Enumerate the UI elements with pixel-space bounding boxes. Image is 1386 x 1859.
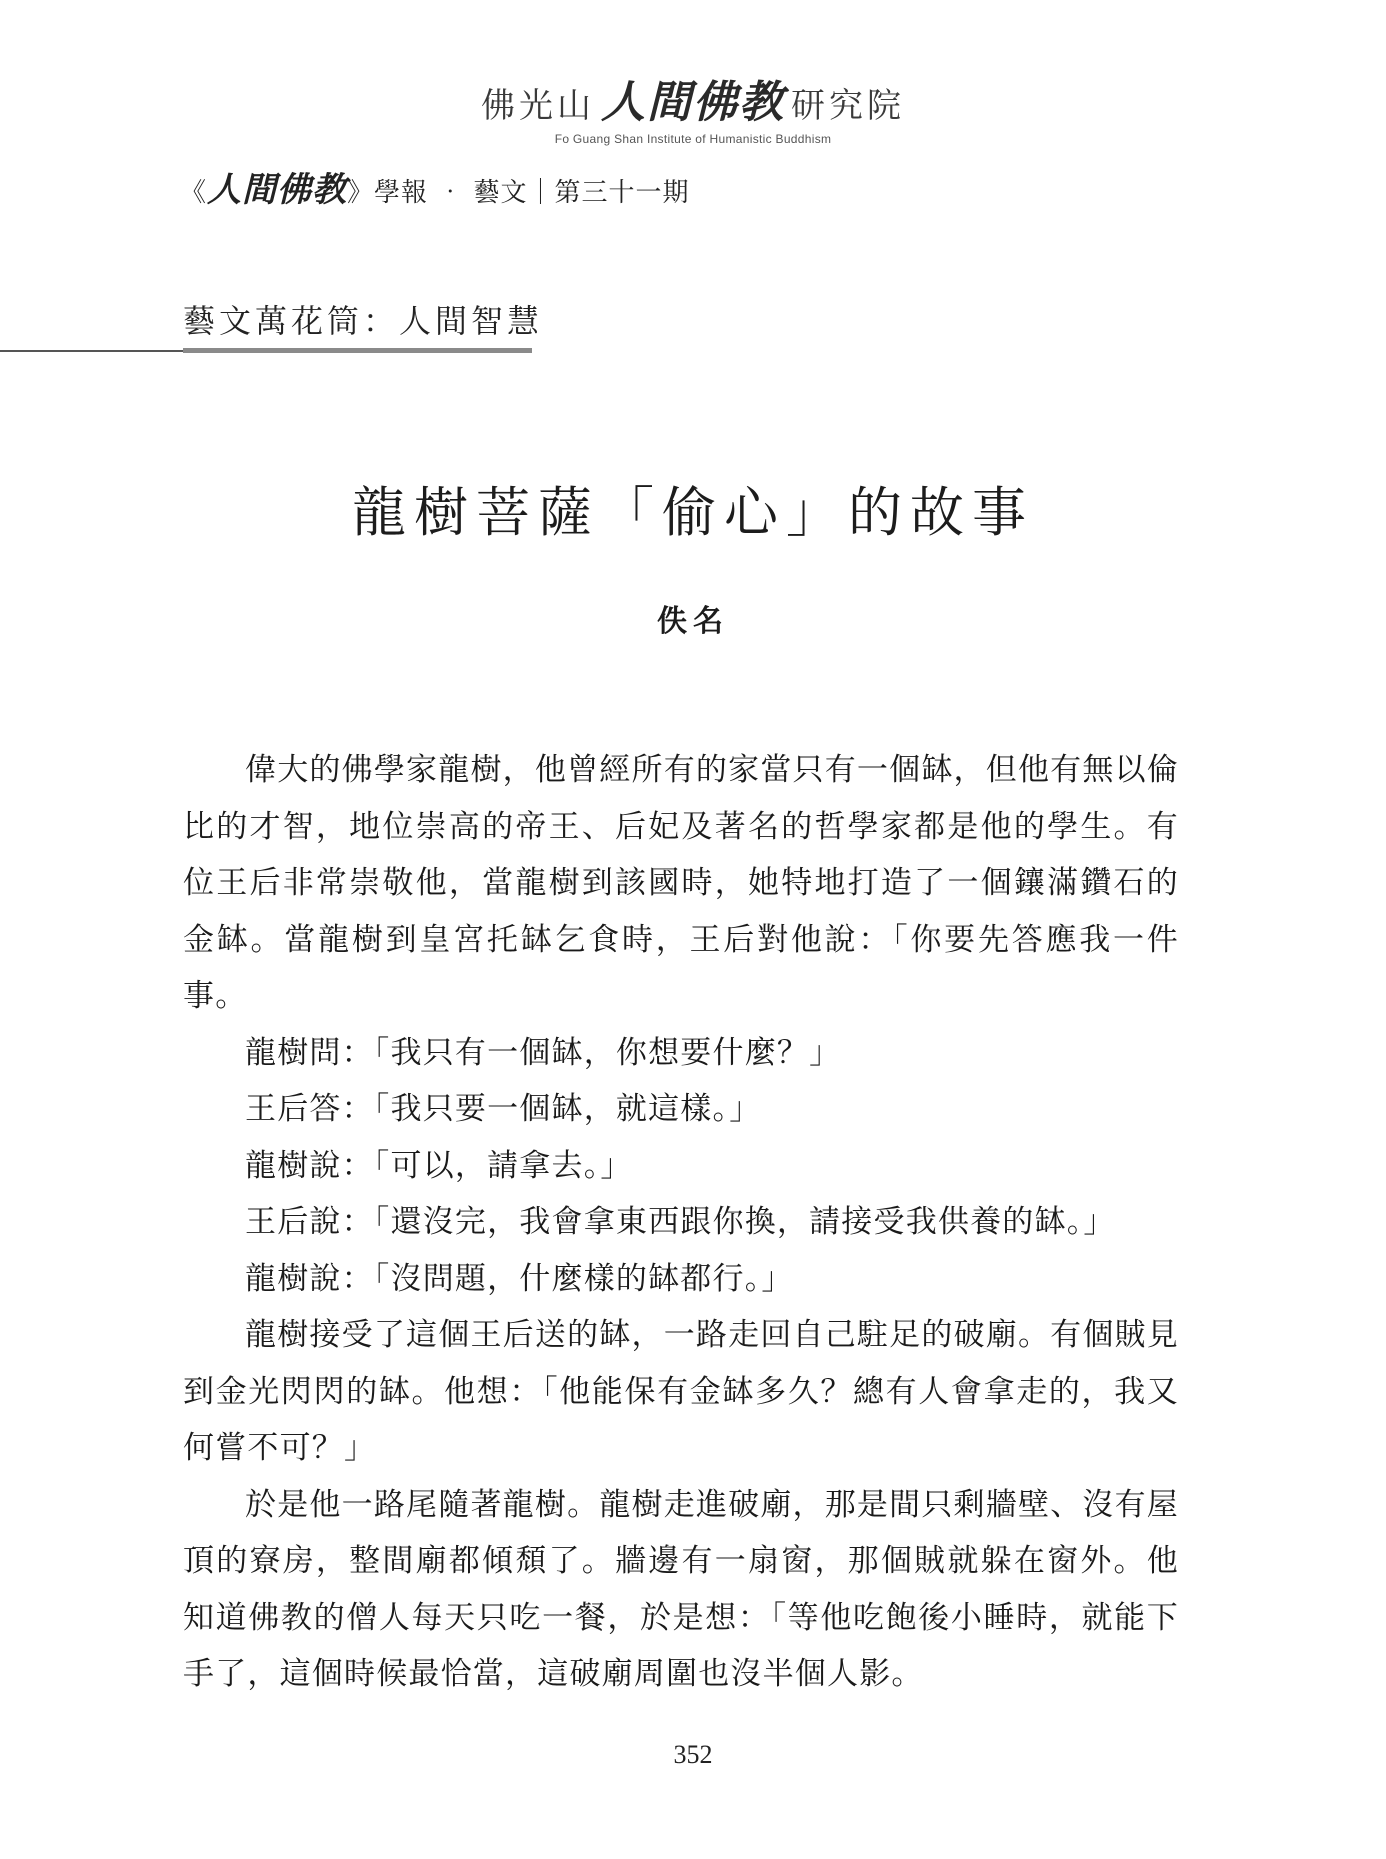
institute-name — [0, 66, 1386, 130]
paragraph: 於是他一路尾隨著龍樹。龍樹走進破廟，那是間只剩牆壁、沒有屋頂的寮房，整間廟都傾頹了。牆邊有一扇窗，那個賊就躲在窗外。他知道佛教的僧人每天只吃一餐，於是想：「等他吃飽後小睡時，就能下手了，這個時候最恰當，這破廟周圍也沒半個人影。 — [183, 1486, 1179, 1692]
paragraph: 偉大的佛學家龍樹，他曾經所有的家當只有一個缽，但他有無以倫比的才智，地位崇高的帝王、后妃及著名的哲學家都是他的學生。有位王后非常崇敬他，當龍樹到該國時，她特地打造了一個鑲滿鑽石的金缽。當龍樹到皇宮托缽乞食時，王后對他說：「你要先答應我一件事。 — [183, 752, 1179, 1014]
article-title: 龍樹菩薩「偷心」的故事 — [352, 481, 1034, 544]
section-title: 藝文萬花筒：人間智慧 — [183, 302, 544, 340]
article-author: 佚名 — [657, 604, 729, 639]
page-number: 352 — [673, 1740, 713, 1769]
journal-running-header — [180, 162, 690, 211]
paragraph: 龍樹說：「沒問題，什麼樣的缽都行。」 — [245, 1260, 794, 1297]
institute-suffix: 研究院 — [791, 86, 905, 126]
journal-brand-logo: 人間佛教 — [207, 170, 348, 210]
paragraph: 王后答：「我只要一個缽，就這樣。」 — [245, 1091, 762, 1127]
article-body — [183, 742, 1179, 1703]
institute-english-name: Fo Guang Shan Institute of Humanistic Buddhism — [554, 132, 832, 146]
paragraph: 龍樹接受了這個王后送的缽，一路走回自己駐足的破廟。有個賊見到金光閃閃的缽。他想：「他能保有金缽多久？總有人會拿走的，我又何嘗不可？」 — [183, 1317, 1179, 1466]
section-underline — [183, 348, 532, 353]
paragraph: 王后說：「還沒完，我會拿東西跟你換，請接受我供養的缽。」 — [245, 1204, 1116, 1240]
institute-brand-logo: 人間佛教 — [601, 77, 785, 128]
paragraph: 龍樹說：「可以，請拿去。」 — [245, 1147, 633, 1184]
paragraph: 龍樹問：「我只有一個缽，你想要什麼？」 — [245, 1034, 842, 1071]
institute-header — [0, 66, 1386, 146]
institute-prefix: 佛光山 — [481, 86, 595, 126]
journal-issue-text: 》學報 ‧ 藝文｜第三十一期 — [347, 178, 690, 208]
journal-open-bracket: 《 — [180, 178, 208, 208]
